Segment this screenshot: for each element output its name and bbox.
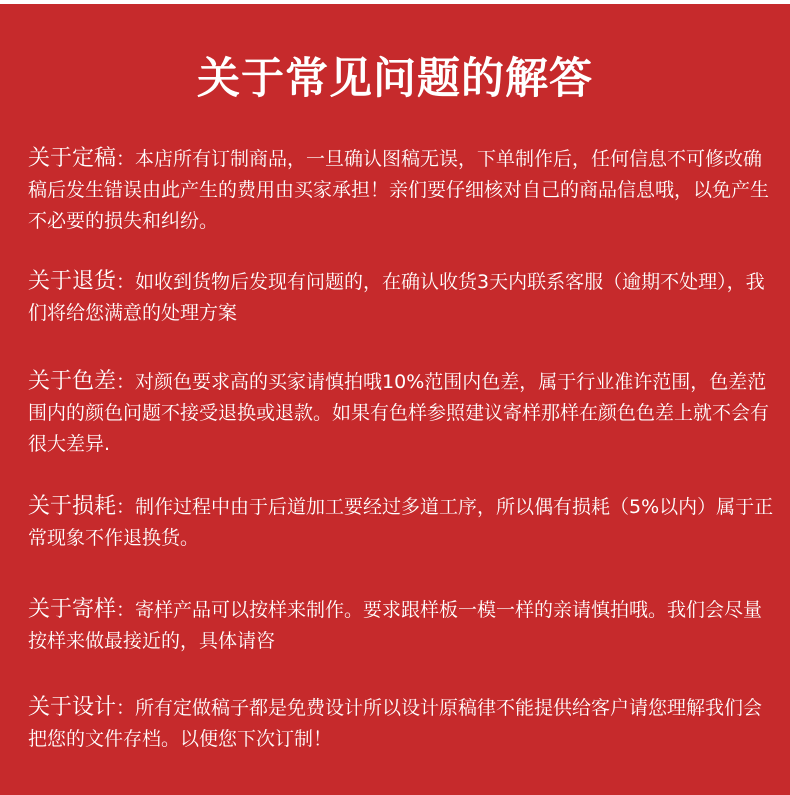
- faq-colon: ：: [116, 271, 136, 293]
- faq-label: 关于损耗: [28, 494, 117, 519]
- faq-text: 所有定做稿子都是免费设计所以设计原稿律不能提供给客户请您理解我们会把您的文件存档。以便您下次订制！: [28, 697, 763, 750]
- faq-label: 关于寄样: [28, 597, 117, 622]
- faq-text: 寄样产品可以按样来制作。要求跟样板一模一样的亲请慎拍哦。我们会尽量按样来做最接近的，具体请咨: [28, 599, 763, 652]
- faq-colon: ：: [116, 599, 136, 621]
- faq-item-design: [28, 692, 776, 755]
- faq-colon: ：: [116, 371, 136, 393]
- faq-colon: ：: [116, 697, 136, 719]
- faq-text: 如收到货物后发现有问题的，在确认收货3天内联系客服（逾期不处理），我们将给您满意的处理方案: [28, 271, 765, 324]
- faq-label: 关于退货: [28, 269, 117, 294]
- faq-label: 关于定稿: [28, 146, 117, 171]
- faq-item-color-difference: [28, 366, 776, 460]
- faq-item-finalization: [28, 143, 776, 237]
- page-title: 关于常见问题的解答: [197, 54, 593, 104]
- faq-label: 关于色差: [28, 369, 117, 394]
- faq-item-returns: [28, 266, 776, 329]
- faq-text: 制作过程中由于后道加工要经过多道工序，所以偶有损耗（5%以内）属于正常现象不作退换货。: [28, 496, 774, 549]
- faq-item-samples: [28, 594, 776, 657]
- faq-colon: ：: [116, 148, 136, 170]
- faq-label: 关于设计: [28, 695, 117, 720]
- faq-text: 对颜色要求高的买家请慎拍哦10%范围内色差，属于行业准许范围，色差范围内的颜色问题不接受退换或退款。如果有色样参照建议寄样那样在颜色色差上就不会有很大差异.: [28, 371, 770, 455]
- faq-item-loss: [28, 491, 776, 554]
- faq-text: 本店所有订制商品，一旦确认图稿无误，下单制作后，任何信息不可修改确稿后发生错误由此产生的费用由买家承担！亲们要仔细核对自己的商品信息哦，以免产生不必要的损失和纠纷。: [28, 148, 770, 232]
- faq-colon: ：: [116, 496, 136, 518]
